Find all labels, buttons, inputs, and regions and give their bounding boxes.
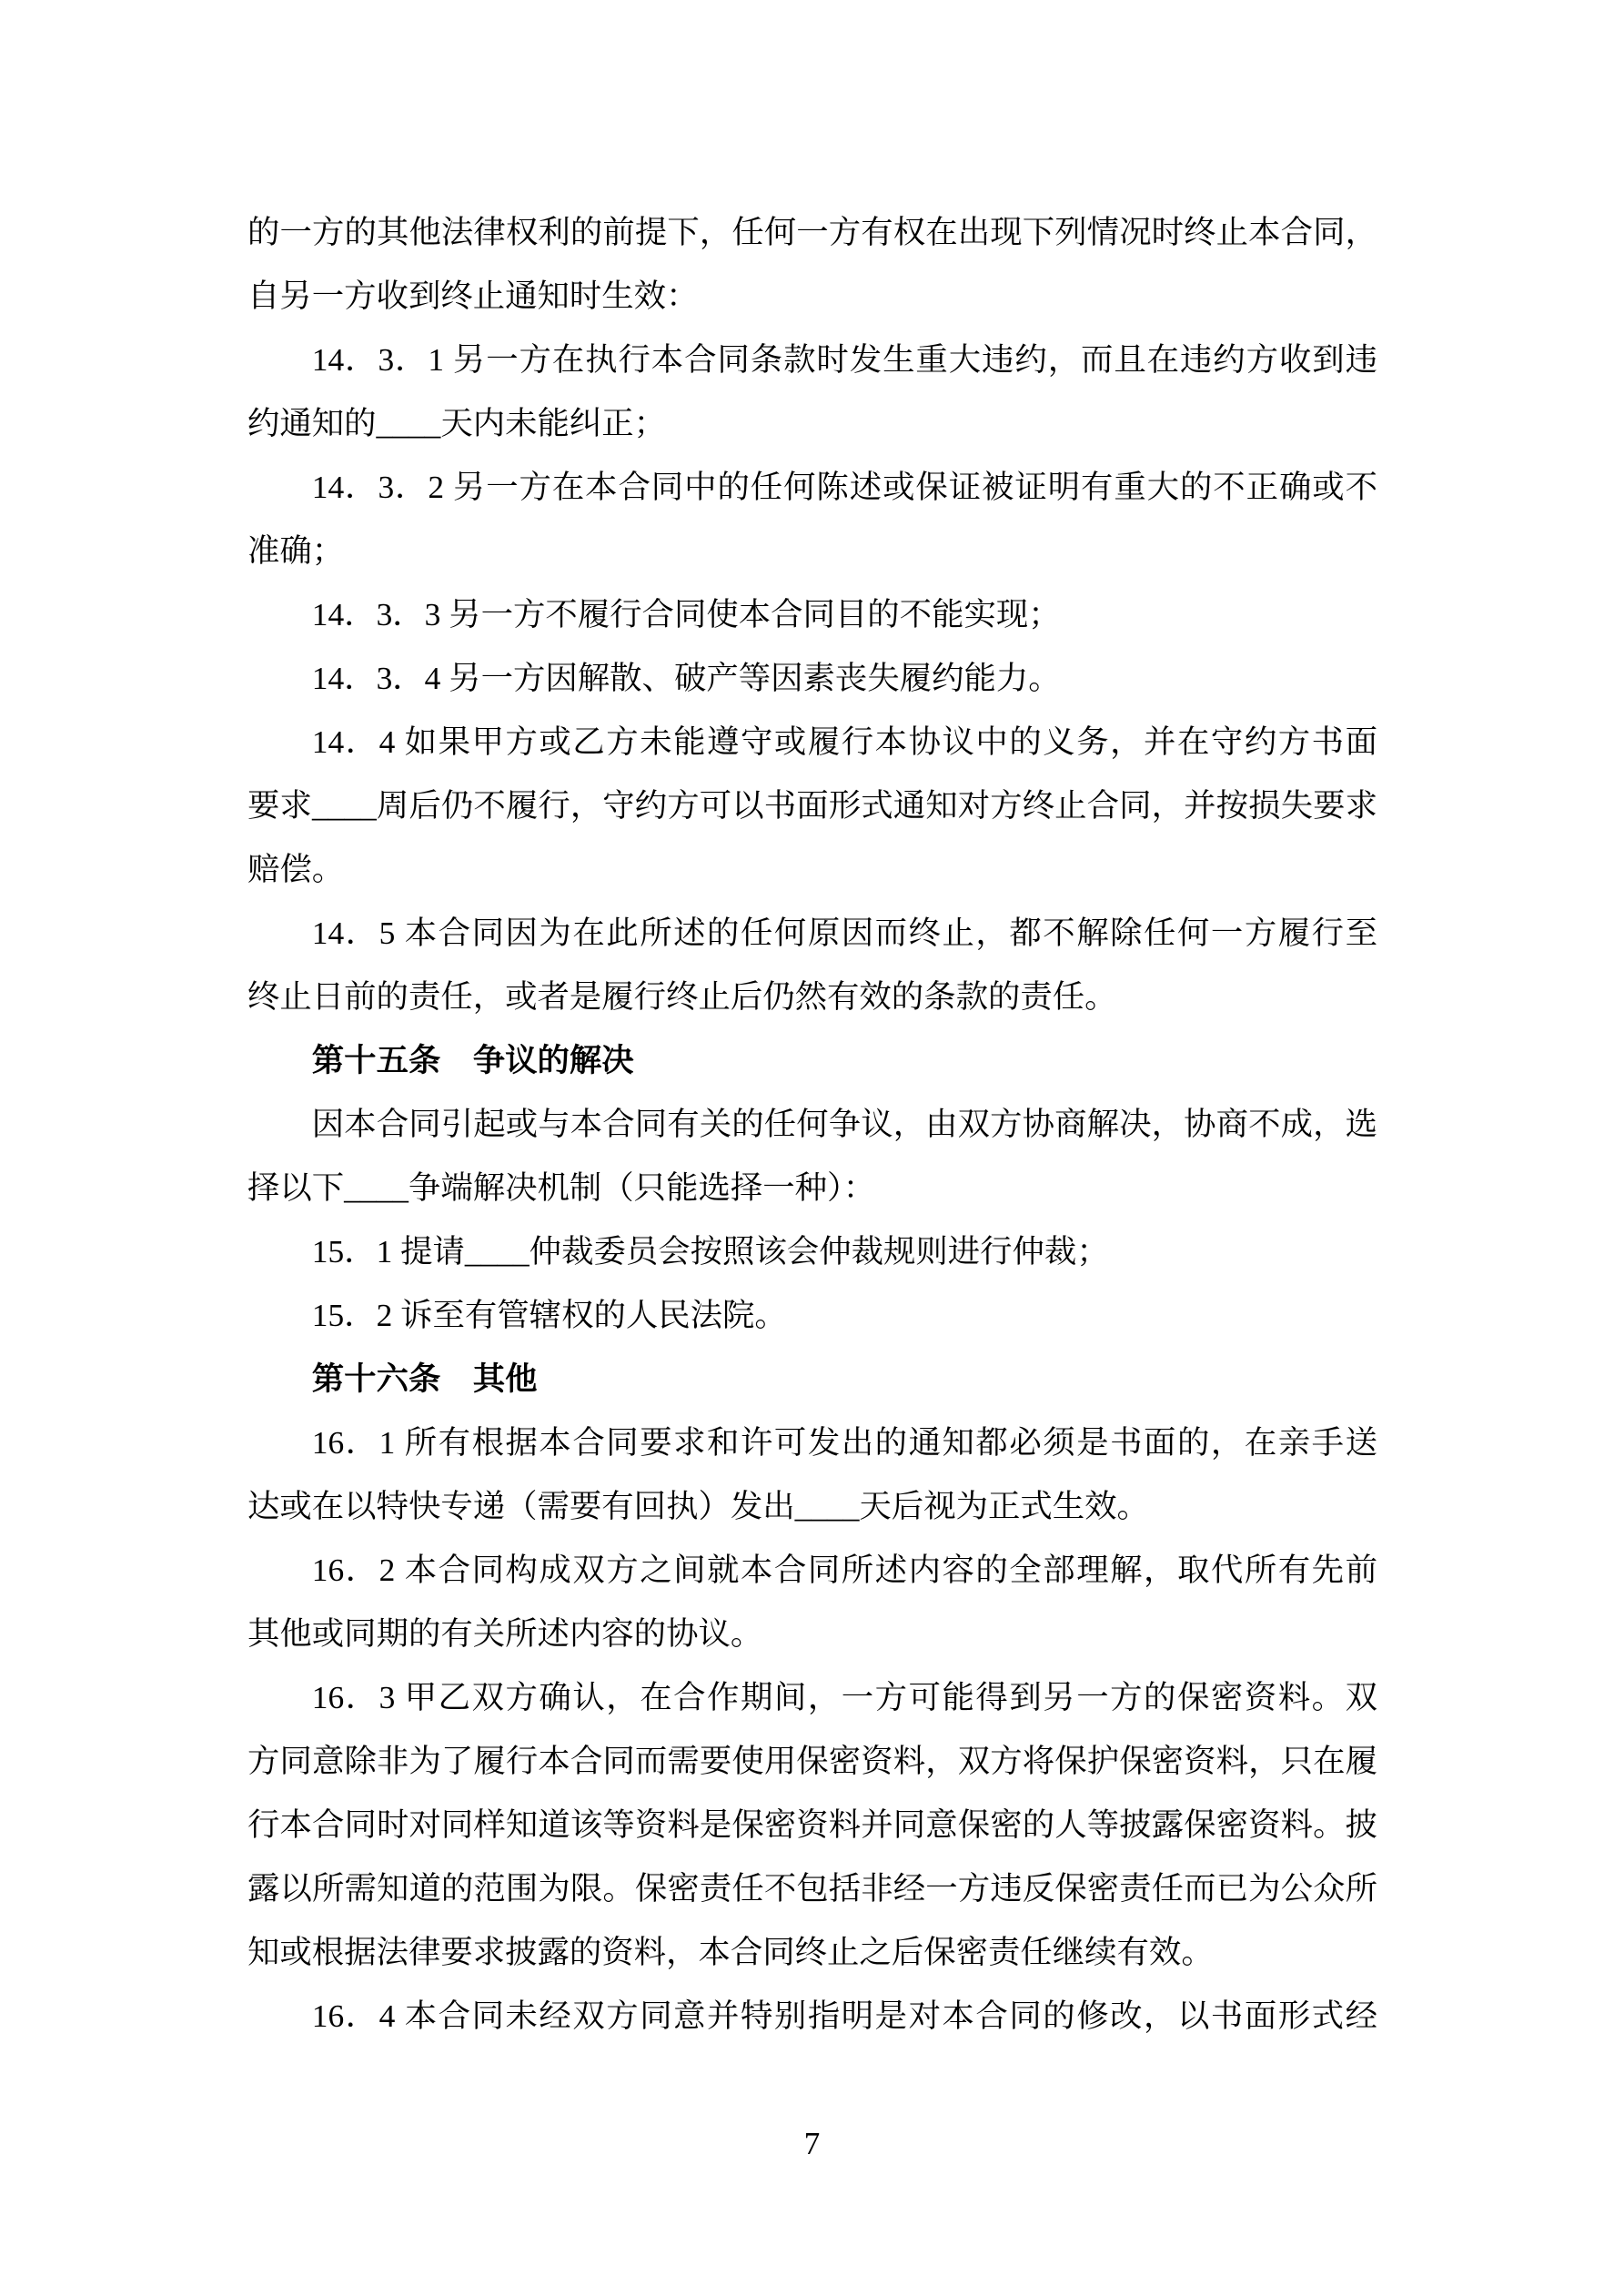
clause-14-5-line: 14．5 本合同因为在此所述的任何原因而终止，都不解除任何一方履行至 bbox=[311, 915, 1377, 951]
clause-16-3-line: 16．3 甲乙双方确认，在合作期间，一方可能得到另一方的保密资料。双 bbox=[311, 1679, 1377, 1715]
text-line: 露以所需知道的范围为限。保密责任不包括非经一方违反保密责任而已为公众所 bbox=[247, 1870, 1377, 1907]
text-line: 的一方的其他法律权利的前提下，任何一方有权在出现下列情况时终止本合同， bbox=[247, 214, 1377, 250]
clause-16-1-line: 16．1 所有根据本合同要求和许可发出的通知都必须是书面的，在亲手送 bbox=[311, 1424, 1377, 1461]
clause-16-2-line: 16．2 本合同构成双方之间就本合同所述内容的全部理解，取代所有先前 bbox=[311, 1552, 1377, 1588]
text-line: 方同意除非为了履行本合同而需要使用保密资料，双方将保护保密资料，只在履 bbox=[247, 1743, 1377, 1779]
clause-14-3-4-line: 14．3．4 另一方因解散、破产等因素丧失履约能力。 bbox=[311, 660, 1061, 696]
text-line: 赔偿。 bbox=[247, 851, 345, 887]
clause-16-4-line: 16．4 本合同未经双方同意并特别指明是对本合同的修改，以书面形式经 bbox=[311, 1998, 1377, 2034]
text-line: 达或在以特快专递（需要有回执）发出____天后视为正式生效。 bbox=[247, 1488, 1149, 1524]
contract-text-block bbox=[247, 200, 1377, 2048]
clause-14-3-1-line: 14．3．1 另一方在执行本合同条款时发生重大违约，而且在违约方收到违 bbox=[311, 341, 1377, 378]
text-line: 知或根据法律要求披露的资料，本合同终止之后保密责任继续有效。 bbox=[247, 1934, 1214, 1970]
text-line: 其他或同期的有关所述内容的协议。 bbox=[247, 1615, 763, 1652]
text-line: 终止日前的责任，或者是履行终止后仍然有效的条款的责任。 bbox=[247, 978, 1117, 1015]
text-line: 准确； bbox=[247, 532, 345, 569]
text-line: 择以下____争端解决机制（只能选择一种）： bbox=[247, 1169, 876, 1206]
text-line: 行本合同时对同样知道该等资料是保密资料并同意保密的人等披露保密资料。披 bbox=[247, 1806, 1377, 1843]
section-heading-article-16: 第十六条 其他 bbox=[311, 1360, 538, 1397]
section-heading-article-15: 第十五条 争议的解决 bbox=[311, 1042, 634, 1078]
text-line: 要求____周后仍不履行，守约方可以书面形式通知对方终止合同，并按损失要求 bbox=[247, 787, 1377, 824]
clause-15-1-line: 15．1 提请____仲裁委员会按照该会仲裁规则进行仲裁； bbox=[311, 1233, 1109, 1269]
clause-14-3-3-line: 14．3．3 另一方不履行合同使本合同目的不能实现； bbox=[311, 596, 1061, 632]
clause-15-2-line: 15．2 诉至有管辖权的人民法院。 bbox=[311, 1297, 787, 1333]
clause-14-3-2-line: 14．3．2 另一方在本合同中的任何陈述或保证被证明有重大的不正确或不 bbox=[311, 469, 1377, 505]
clause-14-4-line: 14．4 如果甲方或乙方未能遵守或履行本协议中的义务，并在守约方书面 bbox=[311, 723, 1377, 760]
page-number: 7 bbox=[803, 2126, 821, 2161]
text-line: 因本合同引起或与本合同有关的任何争议，由双方协商解决，协商不成，选 bbox=[311, 1106, 1377, 1142]
text-line: 约通知的____天内未能纠正； bbox=[247, 405, 667, 441]
text-line: 自另一方收到终止通知时生效： bbox=[247, 278, 699, 314]
